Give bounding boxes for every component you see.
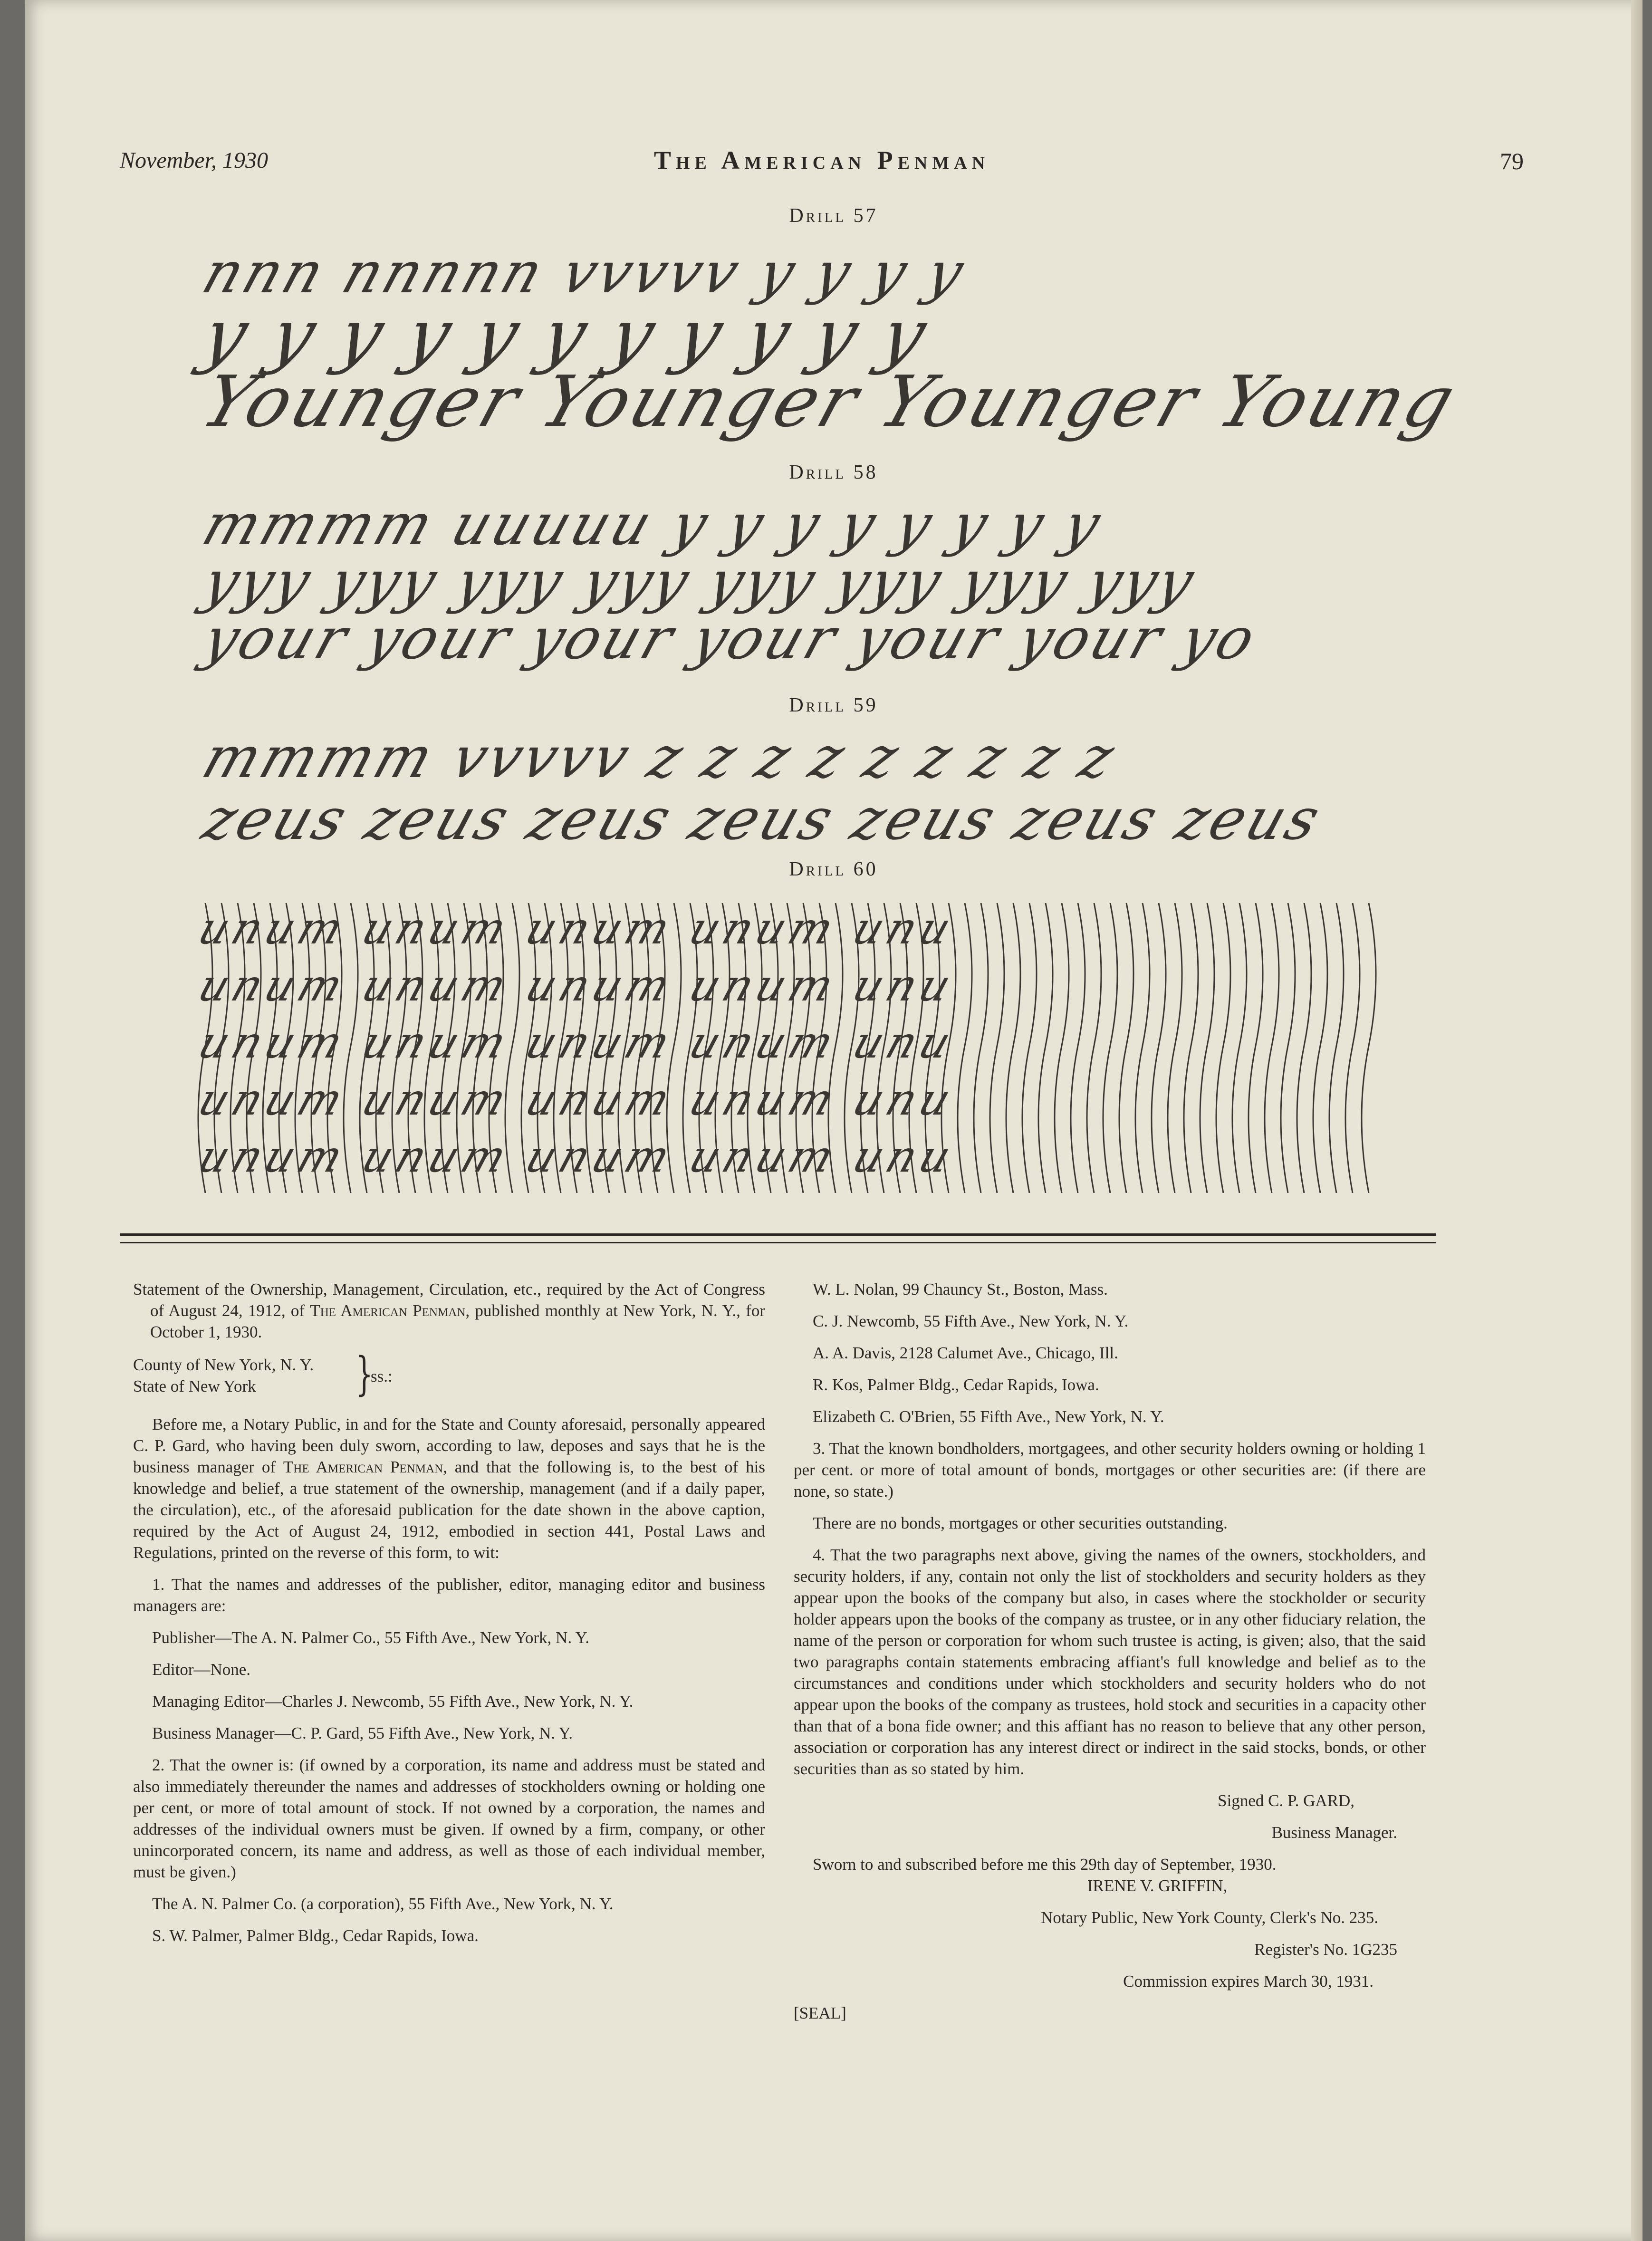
sworn-line: Sworn to and subscribed before me this 29th day of September, 1930.: [813, 1855, 1277, 1874]
ss-label: ss.:: [371, 1367, 393, 1385]
magazine-page: [25, 0, 1642, 2241]
owners-list-item: C. J. Newcomb, 55 Fifth Ave., New York, N. Y.: [813, 1312, 1129, 1330]
drill-60-row-2: unum unum unum unum unu: [192, 960, 962, 1011]
owners-list-item: A. A. Davis, 2128 Calumet Ave., Chicago, Ill.: [813, 1344, 1118, 1362]
drill-60-title: Drill 60: [789, 858, 878, 880]
owners-list-item: S. W. Palmer, Palmer Bldg., Cedar Rapids, Iowa.: [152, 1926, 479, 1945]
seal-label: [SEAL]: [794, 2004, 846, 2022]
state-line: State of New York: [133, 1377, 256, 1395]
owners-list-item: Elizabeth C. O'Brien, 55 Fifth Ave., New York, N. Y.: [813, 1407, 1164, 1426]
drill-58-row-3: your your your your your your yo: [194, 606, 1266, 672]
section-rule-thin: [120, 1242, 1436, 1243]
item-1: 1. That the names and addresses of the publisher, editor, managing editor and business managers are:: [133, 1575, 765, 1615]
signed-line: Signed C. P. GARD,: [1218, 1791, 1354, 1810]
drill-59-row-2: zeus zeus zeus zeus zeus zeus zeus: [194, 787, 1331, 853]
statement-right-column: [794, 1279, 1426, 2034]
brace-glyph: }: [355, 1347, 373, 1401]
section-rule-thick: [120, 1233, 1436, 1236]
drill-60-row-1: unum unum unum unum unu: [192, 903, 962, 954]
notary-line: Notary Public, New York County, Clerk's No. 235.: [1041, 1908, 1378, 1927]
business-manager-line: Business Manager—C. P. Gard, 55 Fifth Ave., New York, N. Y.: [152, 1724, 573, 1742]
drill-59-title: Drill 59: [789, 694, 878, 716]
statement-intro: Statement of the Ownership, Management, Circulation, etc., required by the Act of Congress of August 24, 1912, of The American Penman, published monthly at New York, N. Y., for October 1, 1930.: [133, 1280, 765, 1341]
notary-name: IRENE V. GRIFFIN,: [1087, 1876, 1228, 1895]
drill-57-row-1: nnn nnnnn vvvvv y y y y: [194, 240, 975, 306]
notary-paragraph: Before me, a Notary Public, in and for the State and County aforesaid, personally appeared C. P. Gard, who having been duly sworn, according to law, deposes and says that he is the business manager of The American Penman, and that the following is, to the best of his knowledge and belief, a true statement of the ownership, management (and if a daily paper, the circulation), etc., of the aforesaid publication for the date shown in the above caption, required by the Act of August 24, 1912, embodied in section 441, Postal Laws and Regulations, printed on the reverse of this form, to wit:: [133, 1415, 765, 1562]
owner-line: The A. N. Palmer Co. (a corporation), 55 Fifth Ave., New York, N. Y.: [152, 1895, 614, 1913]
drill-59-row-1: mmmm vvvvv z z z z z z z z z: [194, 725, 1125, 791]
county-line: County of New York, N. Y.: [133, 1356, 314, 1374]
item-2: 2. That the owner is: (if owned by a corporation, its name and address must be stated and also immediately thereunder the names and addresses of stockholders owning or holding one per cent, or more of total amount of stock. If not owned by a corporation, the names and addresses of the individual owners must be given. If owned by a firm, company, or other unincorporated concern, its name and address, as well as those of each individual member, must be given.): [133, 1756, 765, 1881]
editor-line: Editor—None.: [152, 1660, 251, 1679]
register-line: Register's No. 1G235: [1254, 1940, 1397, 1959]
owners-list-item: W. L. Nolan, 99 Chauncy St., Boston, Mass.: [813, 1280, 1108, 1298]
managing-editor-line: Managing Editor—Charles J. Newcomb, 55 Fifth Ave., New York, N. Y.: [152, 1692, 634, 1711]
statement-left-column: [133, 1279, 765, 1957]
page-header: [120, 143, 1524, 181]
drill-60-row-4: unum unum unum unum unu: [192, 1074, 962, 1125]
drill-60-exercise: [186, 903, 1384, 1193]
drill-58-row-2: yyy yyy yyy yyy yyy yyy yyy yyy: [194, 549, 1205, 615]
page-edge: [1631, 0, 1642, 2241]
drill-60-row-5: unum unum unum unum unu: [192, 1131, 962, 1182]
publisher-line: Publisher—The A. N. Palmer Co., 55 Fifth Ave., New York, N. Y.: [152, 1628, 590, 1647]
drill-60-row-3: unum unum unum unum unu: [192, 1017, 962, 1068]
header-date: November, 1930: [120, 148, 268, 173]
no-bonds-line: There are no bonds, mortgages or other securities outstanding.: [813, 1514, 1228, 1532]
drill-57-row-3: Younger Younger Younger Young: [192, 361, 1468, 442]
signed-title: Business Manager.: [1271, 1823, 1397, 1842]
drill-58-row-1: mmmm uuuuu y y y y y y y y: [194, 492, 1111, 558]
header-title: The American Penman: [653, 146, 990, 174]
owners-list-item: R. Kos, Palmer Bldg., Cedar Rapids, Iowa.: [813, 1375, 1099, 1394]
item-4: 4. That the two paragraphs next above, giving the names of the owners, stockholders, and security holders, if any, contain not only the list of stockholders and security holders as they appear upon the books of the company but also, in cases where the stockholder or security holder appears upon the books of the company as trustee, or in any other fiduciary relation, the name of the person or corporation for whom such trustee is acting, is given; also, that the said two paragraphs contain statements embracing affiant's full knowledge and belief as to the circumstances and conditions under which stockholders and security holders who do not appear upon the books of the company as trustees, hold stock and securities in a capacity other than that of a bona fide owner; and this affiant has no reason to believe that any other person, association or corporation has any interest direct or indirect in the said stocks, bonds, or other securities than as so stated by him.: [794, 1546, 1426, 1778]
commission-line: Commission expires March 30, 1931.: [1123, 1972, 1373, 1991]
item-3: 3. That the known bondholders, mortgagees, and other security holders owning or holding 1 per cent. or more of total amount of bonds, mortgages or other securities are: (if there are none, so state.): [794, 1439, 1426, 1500]
county-state-block: [133, 1347, 765, 1401]
header-page-number: 79: [1500, 148, 1524, 174]
drill-57-row-2: y y y y y y y y y y y: [192, 294, 940, 376]
drill-58-title: Drill 58: [789, 462, 878, 483]
drill-57-title: Drill 57: [789, 205, 878, 227]
